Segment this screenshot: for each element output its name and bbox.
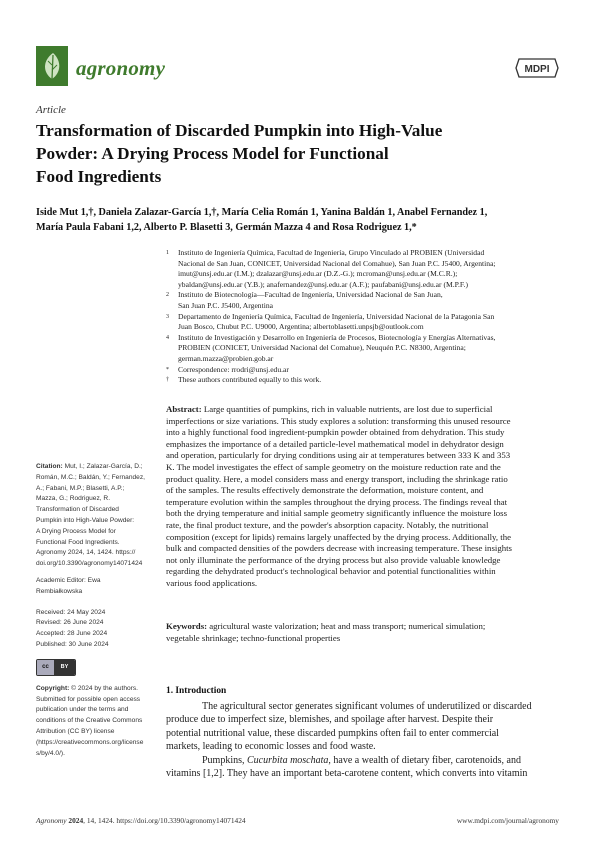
- leaf-icon: [36, 46, 68, 86]
- license-link[interactable]: (https://creativecommons.org/license: [36, 738, 144, 746]
- citation-line: Functional Food Ingredients.: [36, 538, 120, 546]
- keywords-text: agricultural waste valorization; heat and mass transport; numerical simulation;: [207, 621, 486, 631]
- keywords-line: [166, 621, 562, 633]
- abstract: [166, 404, 562, 590]
- affiliation-line: Instituto de Investigación y Desarrollo en Ingeniería de Procesos, Biotecnología y Energías Alternativas,: [178, 332, 496, 342]
- paragraph-text: , have a wealth of dietary fiber, carotenoids, and: [328, 754, 521, 766]
- species-name: Cucurbita moschata: [247, 754, 329, 766]
- journal-header: [36, 46, 559, 88]
- section-heading: 1. Introduction: [166, 686, 227, 696]
- citation-line[interactable]: Agronomy 2024, 14, 1424. https://: [36, 549, 136, 557]
- paragraph-line: markets, leading to economic losses and food waste.: [166, 741, 376, 753]
- by-icon: BY: [54, 660, 75, 675]
- abstract-line: various food applications.: [166, 577, 258, 588]
- citation-line: Transformation of Discarded: [36, 506, 119, 514]
- introduction-body: [166, 700, 562, 780]
- abstract-line: bulk and compacted densities of the powders decrease with increasing temperature. These insights: [166, 543, 512, 554]
- author-line: María Paula Fabani 1,2, Alberto P. Blasetti 3, Germán Mazza 4 and Rosa Rodriguez 1,*: [36, 222, 417, 233]
- abstract-line: temperature evolution within the samples throughout the drying process. The findings reveal that: [166, 496, 508, 507]
- affiliations: [166, 248, 562, 386]
- copyright-line: Attribution (CC BY) license: [36, 727, 115, 735]
- affiliation-line: San Juan P.C. J5400, Argentina: [178, 300, 273, 310]
- abstract-line: K. The model investigates the effect of sample geometry on the moisture reduction rate and the: [166, 461, 501, 472]
- copyright-label: Copyright:: [36, 684, 70, 692]
- abstract-line: into a highly functional food ingredient-pumpkin powder obtained from dehydration. This study: [166, 427, 505, 438]
- academic-editor: [36, 576, 154, 598]
- affiliation-marker: *: [166, 366, 169, 373]
- affiliation-line: imut@unsj.edu.ar (I.M.); dzalazar@unsj.edu.ar (D.Z.-G.); mcroman@unsj.edu.ar (M.C.R.);: [178, 269, 458, 279]
- date-revised: Revised: 26 June 2024: [36, 619, 104, 627]
- citation-doi-link[interactable]: doi.org/10.3390/agronomy14071424: [36, 560, 143, 568]
- citation-label: Citation:: [36, 463, 63, 470]
- keywords-label: Keywords:: [166, 621, 208, 631]
- date-published: Published: 30 June 2024: [36, 640, 109, 648]
- abstract-label: Abstract:: [166, 404, 202, 414]
- author-line: Iside Mut 1,†, Daniela Zalazar-García 1,†, María Celia Román 1, Yanina Baldán 1, Anabel Fernandez 1,: [36, 207, 488, 218]
- cc-by-license-icon[interactable]: [36, 659, 76, 676]
- copyright: [36, 684, 154, 760]
- affiliation-marker: 1: [166, 250, 169, 256]
- citation-line: A Drying Process Model for: [36, 527, 116, 535]
- abstract-line: regarding the dehydrated product's technological behavior and potential functionalities within: [166, 566, 496, 577]
- paragraph-text: Pumpkins,: [202, 754, 248, 766]
- affiliation-item: [166, 290, 562, 311]
- abstract-line: of the samples. The results effectively demonstrate the deformation, moisture content, and: [166, 485, 484, 496]
- affiliation-line: Nacional de San Juan, CONICET, Universidad Nacional del Comahue), San Juan P.C. J5400, Argentina;: [178, 258, 496, 268]
- footer-citation: [36, 816, 246, 825]
- affiliation-line: Juan Bosco, Chubut P.C. U9000, Argentina; albertoblasetti.unpsjb@outlook.com: [178, 322, 424, 332]
- affiliation-line: These authors contributed equally to this work.: [178, 375, 322, 385]
- date-received: Received: 24 May 2024: [36, 608, 106, 616]
- footer-year: 2024: [68, 816, 84, 825]
- mdpi-logo[interactable]: [515, 58, 559, 78]
- license-link[interactable]: s/by/4.0/).: [36, 749, 65, 757]
- abstract-line: imperfections or size variations. This study explores a solution: transforming this unused resource: [166, 415, 511, 426]
- abstract-line: [166, 404, 562, 416]
- article-type: Article: [36, 104, 66, 116]
- cc-icon: cc: [37, 660, 54, 675]
- citation: [36, 462, 154, 570]
- title-line: Food Ingredients: [36, 167, 162, 186]
- affiliation-line: german.mazza@probien.gob.ar: [178, 353, 274, 363]
- affiliation-line: Instituto de Ingeniería Química, Facultad de Ingeniería, Grupo Vinculado al PROBIEN (Universidad: [178, 248, 485, 257]
- paragraph-line: produce due to imperfect size, blemishes, and spoilage after harvest. Despite their: [166, 714, 494, 726]
- affiliation-line: ybaldan@unsj.edu.ar (Y.B.); anafernandez@unsj.edu.ar (A.F.); paufabani@unsj.edu.ar (M.P.F.): [178, 279, 468, 289]
- mdpi-logo-text: MDPI: [524, 64, 550, 75]
- paper-title: [36, 119, 476, 188]
- affiliation-item: [166, 312, 562, 333]
- keywords-line: vegetable shrinkage; techno-functional properties: [166, 632, 341, 643]
- abstract-line: product quality. Here, a model considers mass and energy transport, including the shrinkage ratio: [166, 473, 508, 484]
- journal-name[interactable]: agronomy: [76, 56, 166, 80]
- footer-doi[interactable]: , 14, 1424. https://doi.org/10.3390/agronomy14071424: [83, 816, 246, 825]
- paragraph-line: [166, 754, 562, 767]
- abstract-line: rate, the final product texture, and the powder's absorption capacity. Notably, the nutritional: [166, 519, 489, 530]
- affiliation-marker: 3: [166, 313, 169, 320]
- affiliation-marker: 4: [166, 334, 169, 341]
- date-accepted: Accepted: 28 June 2024: [36, 630, 108, 638]
- affiliation-line: Instituto de Biotecnología—Facultad de Ingeniería, Universidad Nacional de San Juan,: [178, 290, 443, 300]
- abstract-line: both the drying temperature and initial sample geometry significantly influence the moisture loss: [166, 508, 508, 519]
- publication-dates: [36, 608, 154, 651]
- citation-line: A.; Fabani, M.P.; Blasetti, A.P.;: [36, 484, 125, 492]
- affiliation-item: [166, 333, 562, 365]
- affiliation-marker: †: [166, 377, 169, 384]
- affiliation-line: Departamento de Ingeniería Química, Facultad de Ingeniería, Universidad Nacional de la Patagonia San: [178, 311, 495, 321]
- editor-line: Academic Editor: Ewa: [36, 576, 101, 584]
- abstract-line: emphasizes the importance of a detailed particle-level mathematical model in dehydrator design: [166, 438, 504, 449]
- abstract-line: and operation, particularly for drying conditions using air at temperatures between 333 K and 353: [166, 450, 511, 461]
- copyright-line: publication under the terms and: [36, 706, 129, 714]
- citation-line: Mut, I.; Zalazar-García, D.;: [62, 463, 143, 470]
- affiliation-line: PROBIEN (CONICET, Universidad Nacional del Comahue), Neuquén P.C. N8300, Argentina;: [178, 343, 466, 353]
- paragraph-line: The agricultural sector generates significant volumes of underutilized or discarded: [202, 701, 532, 712]
- abstract-line: composition (except for lipids) remains largely unaffected by the drying process. Additionally, the: [166, 531, 512, 542]
- affiliation-item: [166, 248, 562, 290]
- abstract-line: not only illuminate the performance of the drying process but also provide valuable knowledge: [166, 554, 501, 565]
- citation-line: Román, M.C.; Baldán, Y.; Fernandez,: [36, 473, 145, 481]
- citation-line: Mazza, G.; Rodriguez, R.: [36, 495, 111, 503]
- citation-line: Pumpkin into High-Value Powder:: [36, 516, 135, 524]
- copyright-line: conditions of the Creative Commons: [36, 717, 143, 725]
- affiliation-item: [166, 365, 562, 376]
- author-list: [36, 205, 566, 235]
- affiliation-item: [166, 375, 562, 386]
- abstract-text: Large quantities of pumpkins, rich in valuable nutrients, are lost due to superficial: [201, 404, 493, 414]
- paragraph-line: vitamins [1,2]. They have an important beta-carotene content, which converts into vitamin: [166, 768, 528, 780]
- paragraph-line: potential nutritional value, these discarded pumpkins often fail to enter commercial: [166, 727, 499, 739]
- footer-journal-url[interactable]: www.mdpi.com/journal/agronomy: [456, 816, 559, 825]
- title-line: Transformation of Discarded Pumpkin into High-Value: [36, 121, 443, 140]
- footer-journal: Agronomy: [36, 816, 67, 825]
- title-line: Powder: A Drying Process Model for Functional: [36, 144, 389, 163]
- keywords: [166, 621, 562, 644]
- article-sidebar: [36, 462, 154, 759]
- editor-line: Rembiałkowska: [36, 587, 83, 595]
- affiliation-marker: 2: [166, 292, 169, 299]
- copyright-line: © 2024 by the authors.: [69, 684, 138, 692]
- affiliation-line: Correspondence: rrodri@unsj.edu.ar: [178, 364, 289, 374]
- copyright-line: Submitted for possible open access: [36, 695, 141, 703]
